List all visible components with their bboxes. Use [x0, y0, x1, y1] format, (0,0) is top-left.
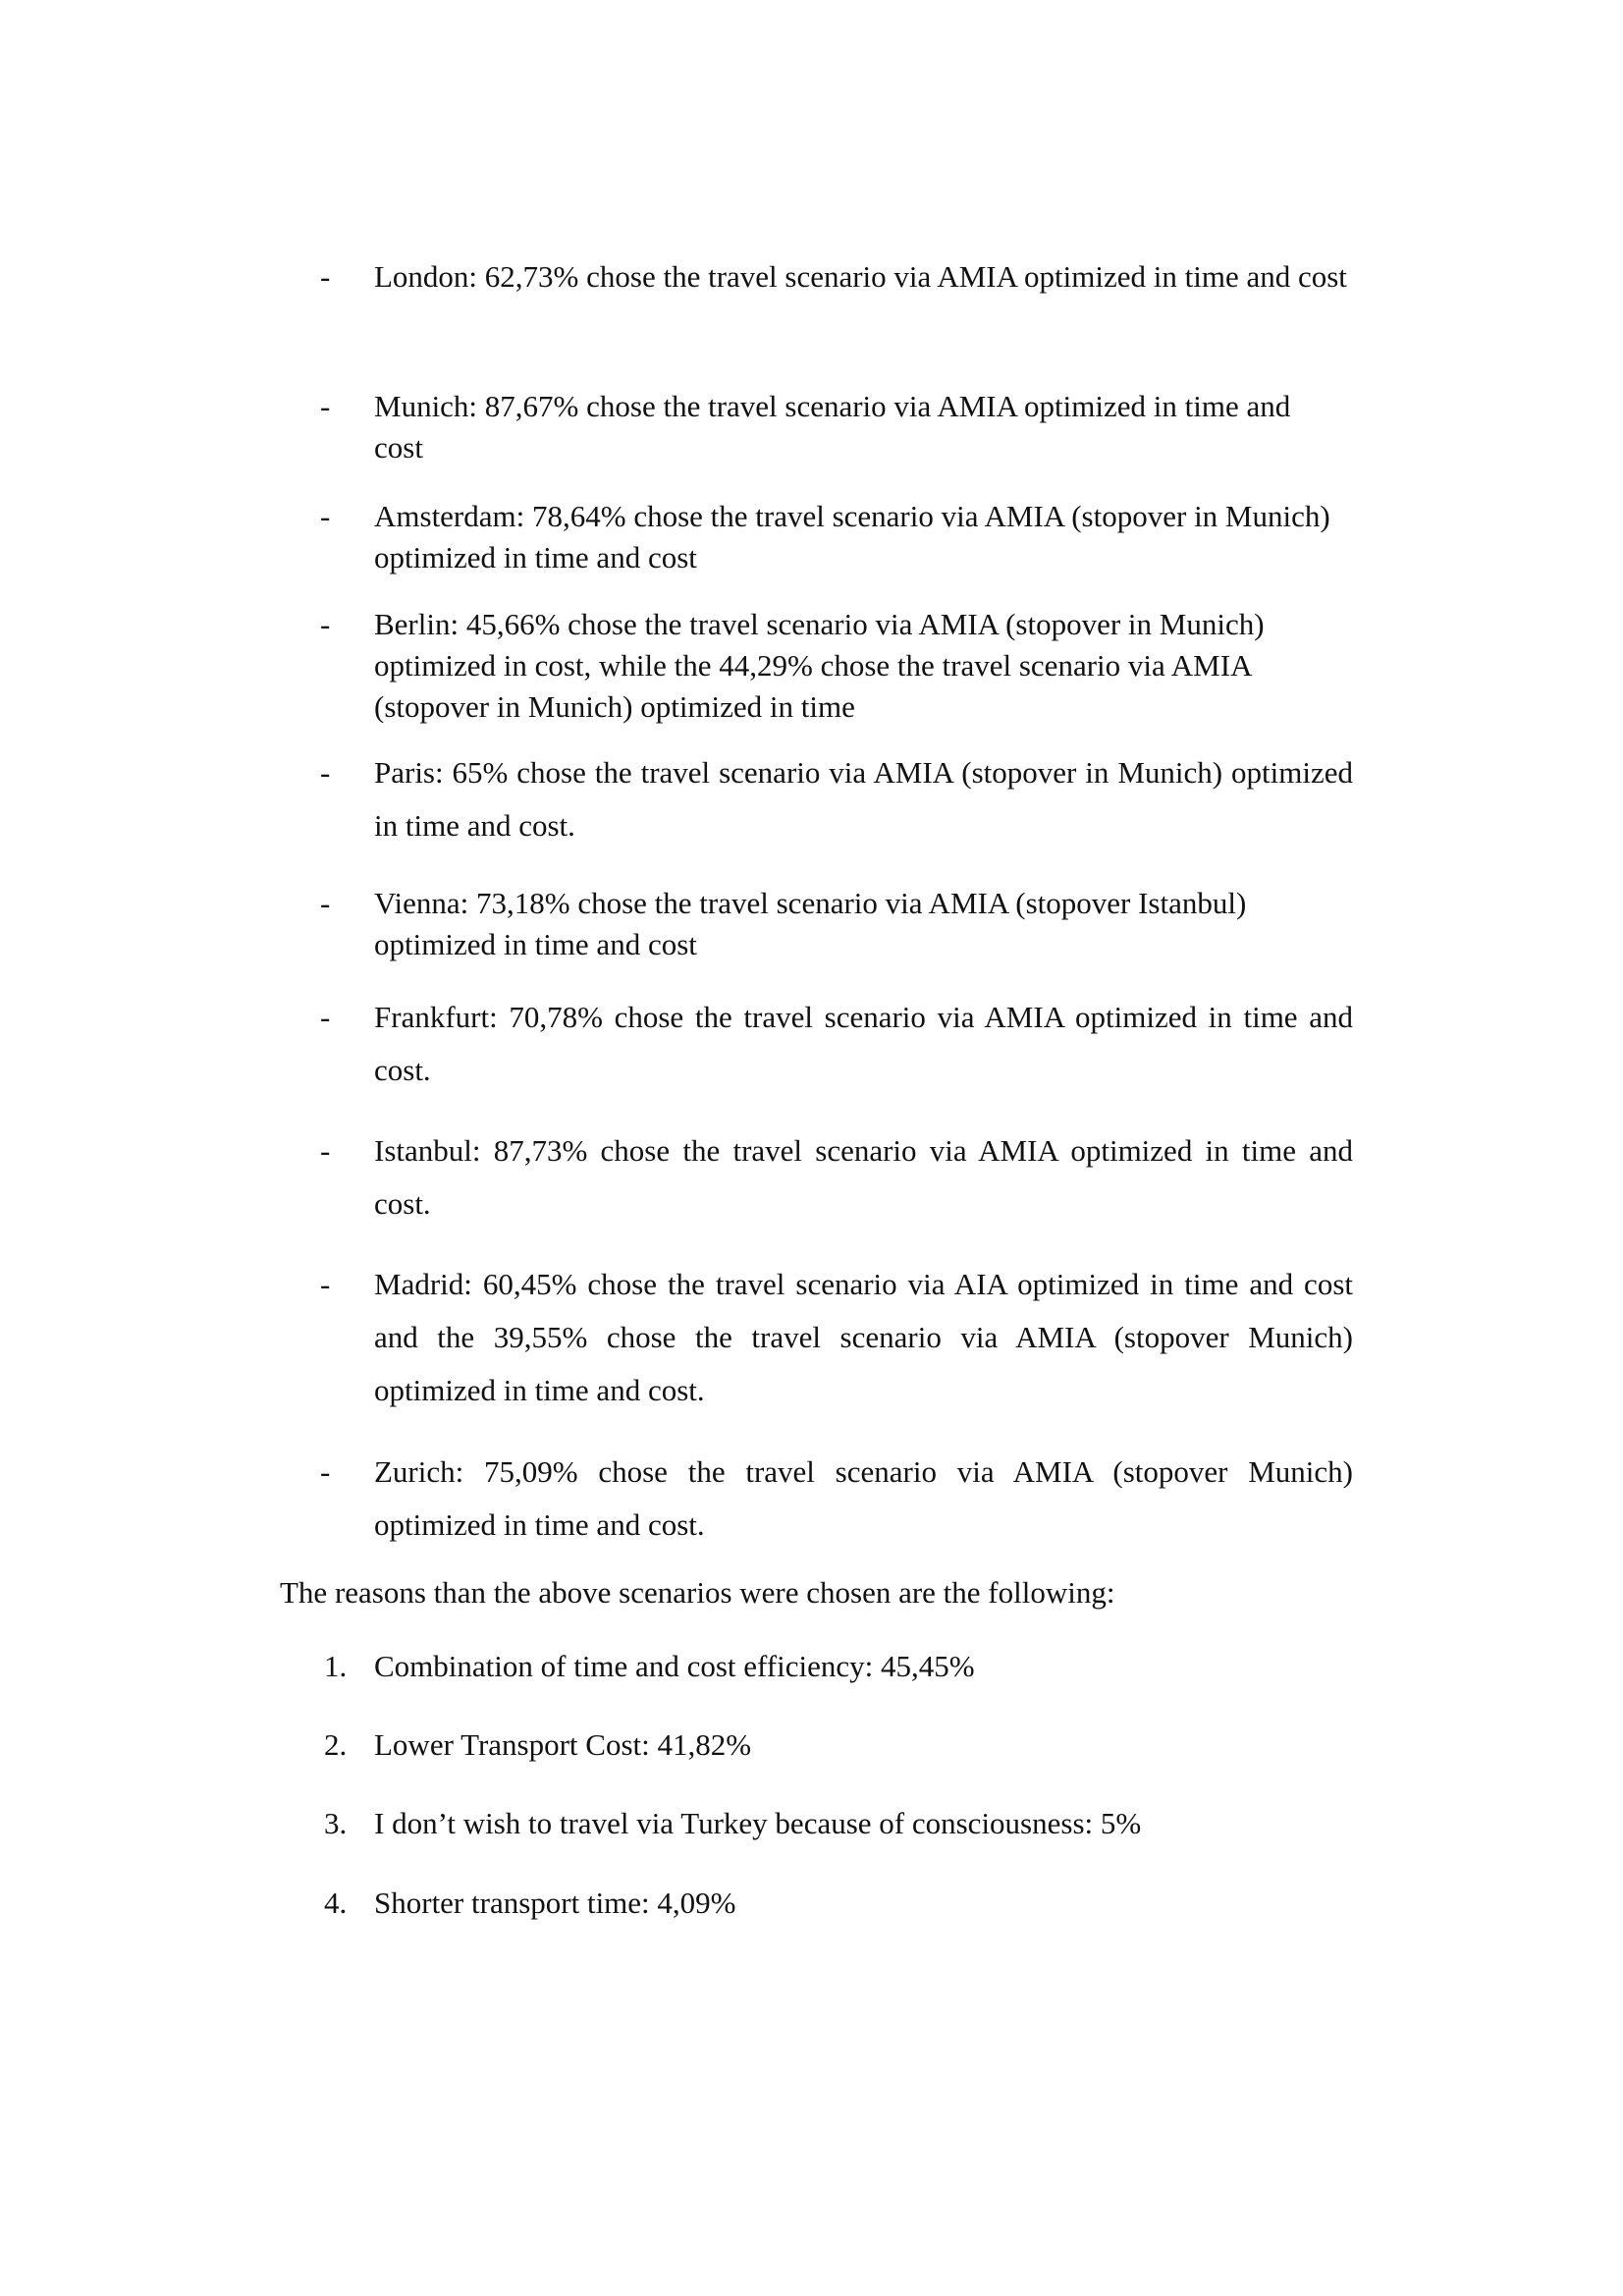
bullet-dash: -: [320, 755, 331, 790]
numbered-item-text: Lower Transport Cost: 41,82%: [374, 1727, 752, 1762]
list-item-text: Munich: 87,67% chose the travel scenario via AMIA optimized in time and cost: [374, 389, 1291, 465]
list-item-text: Amsterdam: 78,64% chose the travel scenario via AMIA (stopover in Munich) optimized in time and cost: [374, 499, 1330, 574]
numbered-item-text: Shorter transport time: 4,09%: [374, 1886, 736, 1920]
item-number: 2.: [324, 1727, 348, 1762]
list-item-text: Frankfurt: 70,78% chose the travel scenario via AMIA optimized in time and cost.: [374, 1000, 1353, 1087]
bullet-dash: -: [320, 389, 331, 423]
numbered-item-text: I don’t wish to travel via Turkey because of consciousness: 5%: [374, 1806, 1142, 1840]
list-item-text: Paris: 65% chose the travel scenario via AMIA (stopover in Munich) optimized in time and cost.: [374, 755, 1353, 843]
list-item-text: London: 62,73% chose the travel scenario via AMIA optimized in time and cost: [374, 259, 1347, 294]
reasons-intro: The reasons than the above scenarios were chosen are the following:: [280, 1575, 1115, 1610]
list-item-text: Istanbul: 87,73% chose the travel scenario via AMIA optimized in time and cost.: [374, 1133, 1353, 1221]
bullet-dash: -: [320, 1267, 331, 1301]
bullet-dash: -: [320, 886, 331, 920]
list-item-text: Berlin: 45,66% chose the travel scenario via AMIA (stopover in Munich) optimized in cost, while the 44,29% chose the travel scenario via AMIA (stopover in Munich) optimized in time: [374, 607, 1265, 724]
item-number: 1.: [324, 1649, 348, 1683]
bullet-dash: -: [320, 1133, 331, 1168]
numbered-item-text: Combination of time and cost efficiency: 45,45%: [374, 1649, 975, 1683]
bullet-dash: -: [320, 1000, 331, 1034]
bullet-dash: -: [320, 607, 331, 641]
list-item-text: Madrid: 60,45% chose the travel scenario via AIA optimized in time and cost and the 39,55% chose the travel scenario via AMIA (stopover Munich) optimized in time and cost.: [374, 1267, 1353, 1407]
item-number: 3.: [324, 1806, 348, 1840]
item-number: 4.: [324, 1886, 348, 1920]
list-item-text: Zurich: 75,09% chose the travel scenario via AMIA (stopover Munich) optimized in time and cost.: [374, 1454, 1353, 1542]
list-item-text: Vienna: 73,18% chose the travel scenario via AMIA (stopover Istanbul) optimized in time and cost: [374, 886, 1247, 961]
bullet-dash: -: [320, 259, 331, 294]
bullet-dash: -: [320, 499, 331, 533]
bullet-dash: -: [320, 1454, 331, 1489]
